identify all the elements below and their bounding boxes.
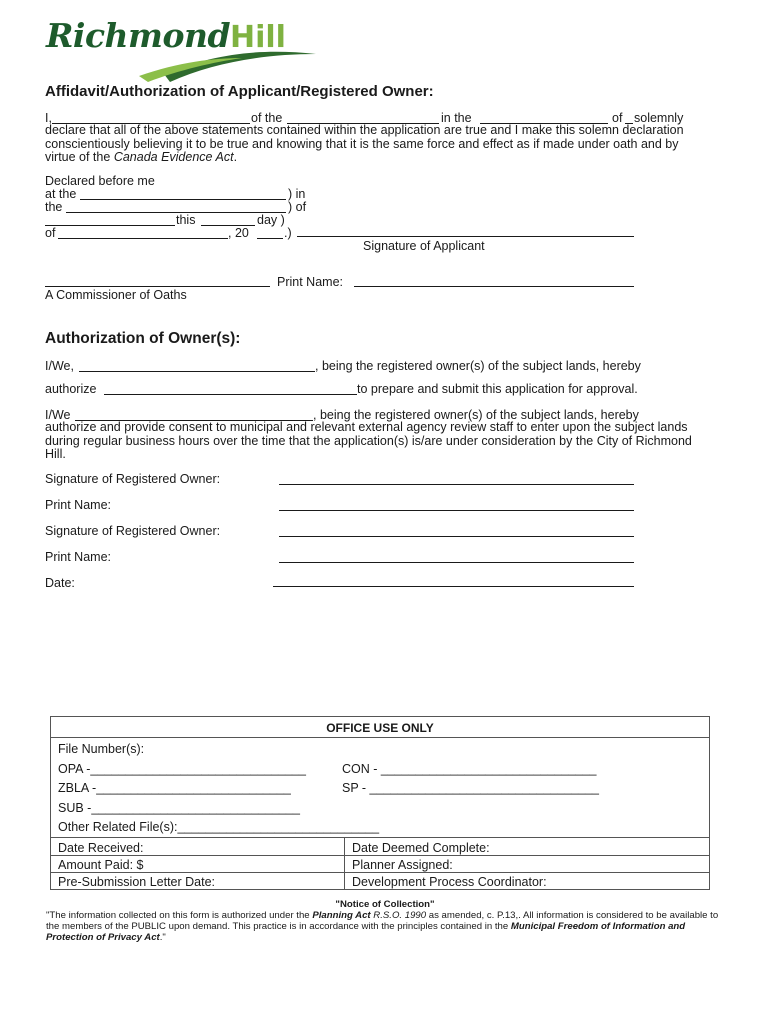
office-divider-top (51, 737, 709, 738)
declaration-text: declare that all of the above statements contained within the application are true and I make this solemn declaration conscientiously believing it to be true and knowing that it is the same force and effect as if made under oath and by virtue of the (45, 123, 684, 164)
declared-before-me: Declared before me (45, 174, 155, 188)
zbla-field[interactable]: ZBLA -____________________________ (58, 781, 291, 795)
office-grid-row2 (51, 855, 709, 856)
blank-owner-name-1[interactable] (79, 371, 315, 372)
line1-of: of (612, 111, 623, 125)
amount-paid-label: Amount Paid: $ (58, 858, 144, 872)
line1-solemnly: solemnly (634, 111, 684, 125)
print-name-label: Print Name: (277, 275, 343, 289)
year-end: .) (284, 226, 292, 240)
we2-prefix: I/We (45, 408, 71, 422)
of-label: of (45, 226, 56, 240)
line1-of-the: of the (251, 111, 283, 125)
authorization-title: Authorization of Owner(s): (45, 330, 241, 347)
notice-p1: "The information collected on this form is authorized under the (46, 910, 310, 921)
field-label-print-name-2: Print Name: (45, 550, 111, 564)
field-label-signature-owner-1: Signature of Registered Owner: (45, 472, 221, 486)
signature-applicant-line[interactable] (297, 236, 634, 237)
field-line-print-name-2[interactable] (279, 562, 634, 563)
field-label-date: Date: (45, 576, 75, 590)
date-deemed-label: Date Deemed Complete: (352, 841, 490, 855)
blank-at-the[interactable] (80, 199, 286, 200)
office-use-box (50, 716, 710, 890)
day-label: day ) (257, 213, 285, 227)
commissioner-label: A Commissioner of Oaths (45, 288, 187, 302)
notice-planning-act: Planning Act (312, 910, 371, 921)
the-label: the (45, 200, 63, 214)
year-label: , 20 (228, 226, 249, 240)
logo (44, 14, 319, 82)
blank-of-place[interactable] (58, 238, 228, 239)
office-title: OFFICE USE ONLY (326, 721, 434, 735)
authorize-prefix: authorize (45, 382, 97, 396)
file-numbers-label: File Number(s): (58, 742, 145, 756)
notice-body (46, 910, 726, 943)
con-field[interactable]: CON - _______________________________ (342, 762, 597, 776)
field-line-date[interactable] (273, 586, 634, 587)
commissioner-signature-line[interactable] (45, 286, 270, 287)
field-label-print-name-1: Print Name: (45, 498, 111, 512)
office-grid-vertical (344, 837, 345, 889)
opa-field[interactable]: OPA -_______________________________ (58, 762, 306, 776)
we2-suffix: , being the registered owner(s) of the subject lands, hereby (313, 408, 639, 422)
field-line-signature-owner-2[interactable] (279, 536, 634, 537)
planner-label: Planner Assigned: (352, 858, 453, 872)
notice-rso: R.S.O. 1990 (373, 910, 427, 921)
this-label: this (176, 213, 196, 227)
logo-text-hill: Hill (230, 20, 286, 55)
close-of-label: ) of (288, 200, 307, 214)
other-files-field[interactable]: Other Related File(s):_____________________________ (58, 820, 380, 834)
logo-text-richmond: Richmond (46, 16, 231, 55)
blank-year[interactable] (257, 238, 283, 239)
consent-text: authorize and provide consent to municipal and relevant external agency review staff to enter upon the subject lands during regular business hours over the time that the application(s) is/are under consideration by the City of Richmond Hill. (45, 420, 692, 461)
authorize-suffix: to prepare and submit this application for approval. (357, 382, 638, 396)
notice-p2: as amended, c. P.13,. All information is considered to be available to the members of the PUBLIC upon demand. This practice is in accordance with the principles contained in the (46, 910, 719, 932)
office-divider-grid (51, 837, 709, 838)
coordinator-label: Development Process Coordinator: (352, 875, 547, 889)
date-received-label: Date Received: (58, 841, 144, 855)
line1-in-the: in the (441, 111, 472, 125)
sub-field[interactable]: SUB -______________________________ (58, 801, 300, 815)
act-name: Canada Evidence Act (113, 150, 234, 164)
close-in-label: ) in (288, 187, 306, 201)
we1-suffix: , being the registered owner(s) of the subject lands, hereby (315, 359, 641, 373)
blank-this[interactable] (45, 225, 175, 226)
act-end: . (233, 150, 238, 164)
notice-mfippa: Municipal Freedom of Information and Protection of Privacy Act (46, 921, 686, 943)
blank-authorized-agent[interactable] (104, 394, 357, 395)
at-the-label: at the (45, 187, 77, 201)
line1-i: I, (45, 111, 52, 125)
notice-p3: ." (159, 932, 166, 943)
notice-title: "Notice of Collection" (335, 899, 435, 910)
print-name-line[interactable] (354, 286, 634, 287)
office-grid-row3 (51, 872, 709, 873)
field-label-signature-owner-2: Signature of Registered Owner: (45, 524, 221, 538)
field-line-print-name-1[interactable] (279, 510, 634, 511)
pre-submission-label: Pre-Submission Letter Date: (58, 875, 216, 889)
affidavit-title: Affidavit/Authorization of Applicant/Registered Owner: (45, 83, 434, 100)
we1-prefix: I/We, (45, 359, 74, 373)
signature-applicant-label: Signature of Applicant (363, 239, 485, 253)
affidavit-declaration (45, 124, 710, 165)
sp-field[interactable]: SP - _________________________________ (342, 781, 599, 795)
field-line-signature-owner-1[interactable] (279, 484, 634, 485)
